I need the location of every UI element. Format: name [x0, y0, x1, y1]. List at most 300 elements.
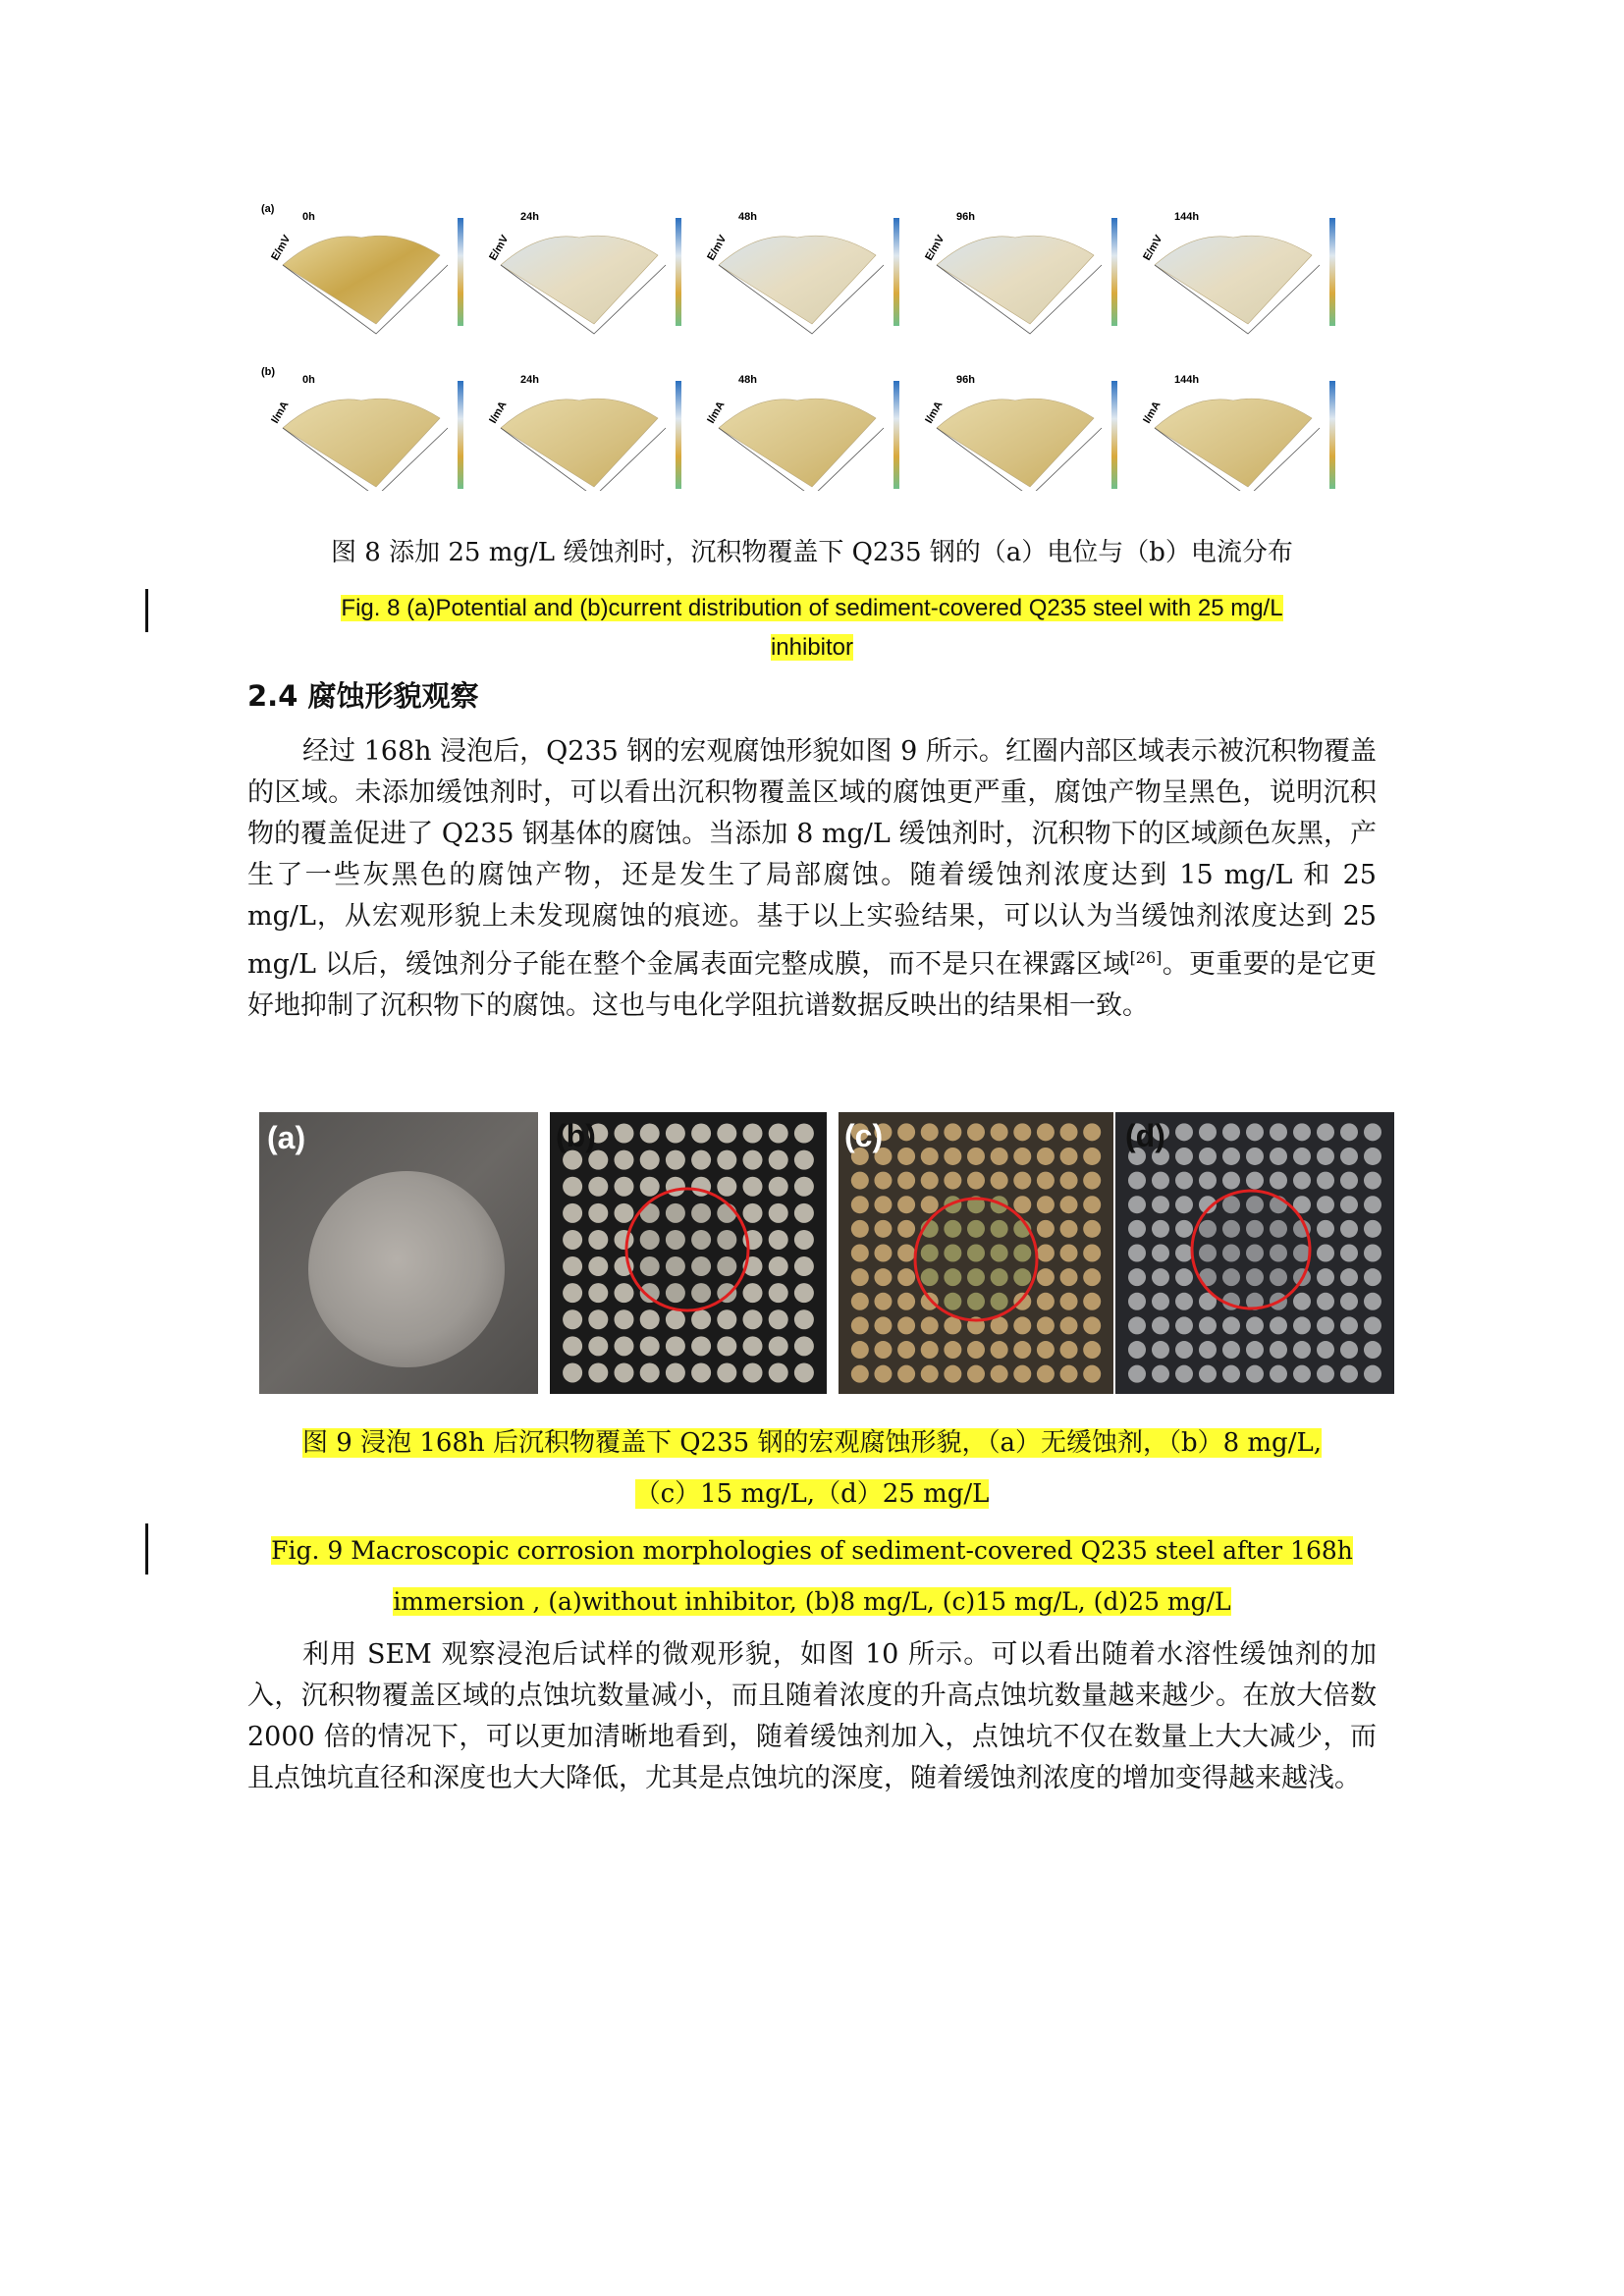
- electrode-dot: [666, 1203, 685, 1223]
- electrode-dot: [1222, 1172, 1240, 1190]
- electrode-dot: [1152, 1220, 1169, 1238]
- electrode-dot: [1340, 1341, 1358, 1359]
- fig8-panel-a-96h: [923, 211, 1117, 334]
- electrode-dot: [1037, 1148, 1055, 1165]
- electrode-dot: [1152, 1245, 1169, 1262]
- paragraph-1-text: 经过 168h 浸泡后，Q235 钢的宏观腐蚀形貌如图 9 所示。红圈内部区域表示被沉积物覆盖的区域。未添加缓蚀剂时，可以看出沉积物覆盖区域的腐蚀更严重，腐蚀产物呈黑色，说明沉积物的覆盖促进了 Q235 钢基体的腐蚀。当添加 8 mg/L 缓蚀剂时，沉积物下的区域颜色灰黑，产生了一些灰黑色的腐蚀产物，还是发生了局部腐蚀。随着缓蚀剂浓度达到 15 mg/L 和 25 mg/L，从宏观形貌上未发现腐蚀的痕迹。基于以上实验结果，可以认为当缓蚀剂浓度达到 25 mg/L 以后，缓蚀剂分子能在整个金属表面完整成膜，而不是只在裸露区域: [247, 736, 1377, 980]
- change-bar: [145, 589, 148, 632]
- electrode-dot: [615, 1309, 634, 1329]
- electrode-dot: [944, 1220, 961, 1238]
- electrode-dot: [1013, 1172, 1031, 1190]
- fig8-surface: [1155, 236, 1312, 324]
- electrode-dot: [1199, 1245, 1217, 1262]
- electrode-dot: [1128, 1196, 1146, 1213]
- electrode-dot: [967, 1341, 985, 1359]
- electrode-dot: [1364, 1172, 1381, 1190]
- electrode-dot: [1293, 1365, 1311, 1383]
- electrode-dot: [1293, 1148, 1311, 1165]
- electrode-dot: [588, 1336, 608, 1356]
- electrode-dot: [563, 1362, 582, 1382]
- electrode-dot: [874, 1268, 892, 1286]
- paragraph-1-tail: 。更重要的是它更好地抑制了沉积物下的腐蚀。这也与电化学阻抗谱数据反映出的结果相一致。: [247, 949, 1378, 1021]
- electrode-dot: [1175, 1245, 1193, 1262]
- electrode-dot: [1340, 1365, 1358, 1383]
- electrode-dot: [1152, 1172, 1169, 1190]
- electrode-dot: [1222, 1365, 1240, 1383]
- electrode-dot: [1270, 1172, 1287, 1190]
- electrode-dot: [1175, 1123, 1193, 1141]
- electrode-dot: [1246, 1123, 1264, 1141]
- electrode-dot: [640, 1150, 660, 1170]
- electrode-dot: [743, 1362, 763, 1382]
- electrode-dot: [967, 1220, 985, 1238]
- electrode-dot: [1013, 1293, 1031, 1310]
- electrode-dot: [1340, 1172, 1358, 1190]
- fig9-panel-a: [259, 1112, 538, 1394]
- fig9-panel-b-label: (b): [556, 1118, 596, 1153]
- electrode-dot: [1152, 1196, 1169, 1213]
- electrode-dot: [991, 1172, 1008, 1190]
- electrode-dot: [1083, 1148, 1101, 1165]
- electrode-dot: [991, 1220, 1008, 1238]
- electrode-dot: [1083, 1245, 1101, 1262]
- electrode-dot: [769, 1336, 788, 1356]
- electrode-dot: [1013, 1148, 1031, 1165]
- fig8-surface: [937, 236, 1094, 324]
- electrode-dot: [794, 1309, 814, 1329]
- electrode-dot: [851, 1172, 869, 1190]
- fig8-panel-b-144h: [1141, 374, 1335, 491]
- electrode-dot: [615, 1336, 634, 1356]
- electrode-dot: [874, 1316, 892, 1334]
- electrode-dot: [897, 1196, 915, 1213]
- electrode-dot: [615, 1230, 634, 1250]
- fig8-surface: [937, 399, 1094, 487]
- fig8-axis-label: I/mA: [1141, 399, 1164, 426]
- electrode-dot: [1060, 1172, 1078, 1190]
- fig9-panel-b: [550, 1112, 827, 1394]
- electrode-dot: [1364, 1268, 1381, 1286]
- electrode-dot: [691, 1124, 711, 1144]
- electrode-dot: [1037, 1245, 1055, 1262]
- electrode-dot: [1037, 1316, 1055, 1334]
- electrode-dot: [921, 1268, 939, 1286]
- electrode-dot: [1199, 1172, 1217, 1190]
- fig9-panel-d: [1115, 1112, 1394, 1394]
- electrode-dot: [1340, 1293, 1358, 1310]
- electrode-dot: [666, 1230, 685, 1250]
- electrode-dot: [851, 1196, 869, 1213]
- electrode-dot: [897, 1268, 915, 1286]
- electrode-dot: [1317, 1316, 1334, 1334]
- electrode-dot: [1222, 1196, 1240, 1213]
- electrode-dot: [967, 1365, 985, 1383]
- electrode-dot: [1364, 1196, 1381, 1213]
- electrode-dot: [717, 1124, 736, 1144]
- electrode-dot: [991, 1123, 1008, 1141]
- fig8-time-label: 0h: [302, 374, 315, 386]
- electrode-dot: [615, 1362, 634, 1382]
- electrode-dot: [967, 1268, 985, 1286]
- fig8-colorbar: [458, 218, 463, 326]
- electrode-dot: [743, 1124, 763, 1144]
- electrode-dot: [944, 1123, 961, 1141]
- electrode-dot: [967, 1123, 985, 1141]
- electrode-dot: [1317, 1365, 1334, 1383]
- electrode-dot: [717, 1150, 736, 1170]
- electrode-dot: [874, 1220, 892, 1238]
- electrode-dot: [874, 1293, 892, 1310]
- electrode-dot: [588, 1256, 608, 1276]
- electrode-dot: [874, 1196, 892, 1213]
- electrode-dot: [1060, 1365, 1078, 1383]
- electrode-dot: [874, 1365, 892, 1383]
- electrode-dot: [1128, 1316, 1146, 1334]
- fig8-time-label: 48h: [738, 374, 757, 386]
- electrode-dot: [1364, 1293, 1381, 1310]
- electrode-dot: [769, 1124, 788, 1144]
- electrode-dot: [666, 1124, 685, 1144]
- electrode-dot: [1199, 1316, 1217, 1334]
- electrode-dot: [921, 1316, 939, 1334]
- fig8-caption-en-line1: Fig. 8 (a)Potential and (b)current distribution of sediment-covered Q235 steel with 25 mg/L: [341, 595, 1283, 621]
- electrode-dot: [1317, 1268, 1334, 1286]
- electrode-dot: [897, 1316, 915, 1334]
- electrode-dot: [1364, 1220, 1381, 1238]
- electrode-dot: [1270, 1148, 1287, 1165]
- electrode-dot: [1128, 1220, 1146, 1238]
- fig8-colorbar: [893, 218, 899, 326]
- electrode-dot: [1246, 1220, 1264, 1238]
- electrode-dot: [1222, 1245, 1240, 1262]
- electrode-dot: [897, 1245, 915, 1262]
- electrode-dot: [1060, 1196, 1078, 1213]
- figure-8: [255, 196, 1365, 491]
- electrode-dot: [1013, 1268, 1031, 1286]
- fig8-axis-label: I/mA: [487, 399, 510, 426]
- electrode-dot: [1246, 1365, 1264, 1383]
- electrode-dot: [743, 1336, 763, 1356]
- electrode-dot: [1246, 1148, 1264, 1165]
- fig8-colorbar: [893, 381, 899, 489]
- electrode-dot: [1222, 1148, 1240, 1165]
- electrode-dot: [743, 1283, 763, 1303]
- electrode-dot: [1083, 1220, 1101, 1238]
- fig8-panel-a-0h: [269, 211, 463, 334]
- electrode-dot: [851, 1268, 869, 1286]
- fig8-surface: [1155, 399, 1312, 487]
- electrode-dot: [1083, 1172, 1101, 1190]
- electrode-dot: [794, 1336, 814, 1356]
- fig8-axis-label: I/mA: [705, 399, 728, 426]
- electrode-dot: [944, 1172, 961, 1190]
- figure-9: [259, 1112, 1394, 1394]
- electrode-dot: [769, 1150, 788, 1170]
- electrode-dot: [717, 1230, 736, 1250]
- fig9-panel-c-label: (c): [844, 1118, 884, 1153]
- fig9-caption-cn: [196, 1417, 1428, 1520]
- electrode-dot: [794, 1203, 814, 1223]
- electrode-dot: [1037, 1123, 1055, 1141]
- electrode-dot: [1246, 1245, 1264, 1262]
- electrode-dot: [1317, 1341, 1334, 1359]
- electrode-dot: [897, 1293, 915, 1310]
- electrode-dot: [615, 1177, 634, 1197]
- electrode-dot: [874, 1172, 892, 1190]
- electrode-dot: [717, 1362, 736, 1382]
- electrode-dot: [1364, 1341, 1381, 1359]
- electrode-dot: [991, 1245, 1008, 1262]
- paragraph-2: 利用 SEM 观察浸泡后试样的微观形貌，如图 10 所示。可以看出随着水溶性缓蚀剂的加入，沉积物覆盖区域的点蚀坑数量减小，而且随着浓度的升高点蚀坑数量越来越少。在放大倍数 2000 倍的情况下，可以更加清晰地看到，随着缓蚀剂加入，点蚀坑不仅在数量上大大减少，而且点蚀坑直径和深度也大大降低，尤其是点蚀坑的深度，随着缓蚀剂浓度的增加变得越来越浅。: [247, 1639, 1377, 1793]
- fig9-panel-d-label: (d): [1125, 1118, 1165, 1153]
- electrode-dot: [1293, 1123, 1311, 1141]
- electrode-dot: [921, 1365, 939, 1383]
- electrode-dot: [851, 1341, 869, 1359]
- electrode-dot: [1128, 1172, 1146, 1190]
- electrode-dot: [1060, 1316, 1078, 1334]
- electrode-dot: [666, 1150, 685, 1170]
- electrode-dot: [666, 1362, 685, 1382]
- electrode-dot: [691, 1150, 711, 1170]
- electrode-dot: [588, 1283, 608, 1303]
- electrode-dot: [1083, 1123, 1101, 1141]
- electrode-dot: [1222, 1220, 1240, 1238]
- electrode-dot: [1270, 1220, 1287, 1238]
- electrode-dot: [563, 1177, 582, 1197]
- electrode-dot: [717, 1256, 736, 1276]
- electrode-dot: [588, 1362, 608, 1382]
- electrode-dot: [1317, 1172, 1334, 1190]
- fig8-time-label: 24h: [520, 374, 539, 386]
- electrode-dot: [851, 1365, 869, 1383]
- electrode-dot: [1340, 1245, 1358, 1262]
- electrode-dot: [1037, 1172, 1055, 1190]
- electrode-dot: [897, 1123, 915, 1141]
- fig8-surface: [501, 399, 658, 487]
- electrode-dot: [1340, 1268, 1358, 1286]
- fig8-axis-label: I/mA: [269, 399, 292, 426]
- electrode-dot: [1060, 1268, 1078, 1286]
- electrode-dot: [1037, 1220, 1055, 1238]
- electrode-dot: [1013, 1245, 1031, 1262]
- fig8-row-label-b: (b): [261, 366, 276, 378]
- electrode-dot: [1083, 1268, 1101, 1286]
- fig8-time-label: 96h: [956, 211, 975, 223]
- citation-ref: [26]: [1129, 948, 1163, 967]
- electrode-dot: [967, 1148, 985, 1165]
- electrode-dot: [691, 1362, 711, 1382]
- electrode-dot: [1152, 1316, 1169, 1334]
- electrode-dot: [1037, 1293, 1055, 1310]
- electrode-dot: [794, 1124, 814, 1144]
- electrode-dot: [666, 1283, 685, 1303]
- electrode-dot: [1340, 1196, 1358, 1213]
- electrode-dot: [640, 1362, 660, 1382]
- electrode-dot: [615, 1150, 634, 1170]
- electrode-dot: [640, 1177, 660, 1197]
- electrode-dot: [874, 1245, 892, 1262]
- electrode-dot: [666, 1309, 685, 1329]
- electrode-dot: [1246, 1268, 1264, 1286]
- electrode-dot: [1128, 1293, 1146, 1310]
- electrode-dot: [851, 1316, 869, 1334]
- electrode-dot: [1340, 1220, 1358, 1238]
- fig8-colorbar: [1111, 381, 1117, 489]
- electrode-dot: [717, 1177, 736, 1197]
- electrode-dot: [1152, 1341, 1169, 1359]
- electrode-dot: [1013, 1365, 1031, 1383]
- electrode-dot: [921, 1245, 939, 1262]
- electrode-dot: [769, 1177, 788, 1197]
- electrode-dot: [851, 1220, 869, 1238]
- fig8-time-label: 0h: [302, 211, 315, 223]
- fig8-colorbar: [458, 381, 463, 489]
- electrode-dot: [1175, 1293, 1193, 1310]
- fig9-panel-a-label: (a): [267, 1120, 306, 1155]
- electrode-dot: [794, 1256, 814, 1276]
- electrode-dot: [1060, 1220, 1078, 1238]
- electrode-dot: [588, 1177, 608, 1197]
- electrode-dot: [1364, 1245, 1381, 1262]
- electrode-dot: [944, 1148, 961, 1165]
- electrode-dot: [1152, 1293, 1169, 1310]
- electrode-dot: [1270, 1341, 1287, 1359]
- fig8-colorbar: [1329, 218, 1335, 326]
- electrode-dot: [1083, 1316, 1101, 1334]
- electrode-dot: [1364, 1148, 1381, 1165]
- electrode-dot: [563, 1203, 582, 1223]
- fig9-caption-cn-line2: （c）15 mg/L,（d）25 mg/L: [634, 1479, 990, 1509]
- electrode-dot: [794, 1177, 814, 1197]
- electrode-dot: [691, 1336, 711, 1356]
- electrode-dot: [1246, 1172, 1264, 1190]
- electrode-dot: [717, 1309, 736, 1329]
- electrode-dot: [1364, 1123, 1381, 1141]
- electrode-dot: [1175, 1316, 1193, 1334]
- electrode-dot: [1199, 1220, 1217, 1238]
- electrode-dot: [1199, 1341, 1217, 1359]
- electrode-dot: [921, 1293, 939, 1310]
- electrode-dot: [1152, 1268, 1169, 1286]
- fig8-time-label: 96h: [956, 374, 975, 386]
- electrode-dot: [967, 1293, 985, 1310]
- electrode-dot: [1317, 1220, 1334, 1238]
- electrode-dot: [1317, 1148, 1334, 1165]
- fig8-surface: [283, 399, 440, 487]
- electrode-dot: [640, 1124, 660, 1144]
- fig8-colorbar: [676, 381, 681, 489]
- electrode-dot: [897, 1365, 915, 1383]
- fig8-surface: [283, 236, 440, 324]
- electrode-dot: [563, 1256, 582, 1276]
- electrode-dot: [897, 1220, 915, 1238]
- electrode-dot: [769, 1230, 788, 1250]
- electrode-dot: [588, 1230, 608, 1250]
- electrode-dot: [991, 1293, 1008, 1310]
- electrode-dot: [1175, 1220, 1193, 1238]
- electrode-dot: [1152, 1365, 1169, 1383]
- fig9-caption-cn-line1: 图 9 浸泡 168h 后沉积物覆盖下 Q235 钢的宏观腐蚀形貌，（a）无缓蚀剂，（b）8 mg/L,: [302, 1428, 1322, 1458]
- electrode-dot: [1175, 1196, 1193, 1213]
- electrode-dot: [666, 1256, 685, 1276]
- electrode-dot: [769, 1362, 788, 1382]
- fig8-axis-label: E/mV: [487, 233, 512, 263]
- electrode-dot: [1083, 1293, 1101, 1310]
- electrode-dot: [743, 1203, 763, 1223]
- fig8-panel-b-0h: [269, 374, 463, 491]
- figure-8-surface-plots: [255, 196, 1365, 491]
- fig8-panel-b-24h: [487, 374, 681, 491]
- electrode-dot: [897, 1148, 915, 1165]
- electrode-dot: [1128, 1341, 1146, 1359]
- fig8-axis-label: E/mV: [705, 233, 730, 263]
- electrode-dot: [1013, 1123, 1031, 1141]
- electrode-dot: [743, 1309, 763, 1329]
- electrode-dot: [1270, 1123, 1287, 1141]
- electrode-dot: [769, 1203, 788, 1223]
- change-bar-2: [145, 1523, 148, 1575]
- electrode-dot: [1246, 1316, 1264, 1334]
- electrode-dot: [1222, 1341, 1240, 1359]
- electrode-dot: [640, 1309, 660, 1329]
- electrode-dot: [1128, 1268, 1146, 1286]
- paragraph-1: [247, 731, 1377, 1027]
- electrode-dot: [1128, 1245, 1146, 1262]
- electrode-dot: [874, 1341, 892, 1359]
- electrode-dot: [967, 1245, 985, 1262]
- electrode-dot: [743, 1150, 763, 1170]
- electrode-dot: [743, 1177, 763, 1197]
- fig8-caption-cn: 图 8 添加 25 mg/L 缓蚀剂时，沉积物覆盖下 Q235 钢的（a）电位与（b）电流分布: [331, 538, 1293, 567]
- electrode-dot: [1013, 1316, 1031, 1334]
- electrode-dot: [769, 1256, 788, 1276]
- electrode-dot: [640, 1230, 660, 1250]
- electrode-dot: [851, 1245, 869, 1262]
- electrode-dot: [769, 1283, 788, 1303]
- electrode-dot: [691, 1283, 711, 1303]
- electrode-dot: [615, 1283, 634, 1303]
- electrode-dot: [1175, 1365, 1193, 1383]
- electrode-dot: [1340, 1316, 1358, 1334]
- electrode-dot: [991, 1341, 1008, 1359]
- electrode-dot: [1340, 1148, 1358, 1165]
- electrode-dot: [897, 1341, 915, 1359]
- electrode-dot: [717, 1336, 736, 1356]
- electrode-dot: [794, 1283, 814, 1303]
- fig8-axis-label: E/mV: [1141, 233, 1165, 263]
- electrode-dot: [1270, 1365, 1287, 1383]
- electrode-dot: [967, 1172, 985, 1190]
- fig8-colorbar: [1329, 381, 1335, 489]
- fig8-panel-b-48h: [705, 374, 899, 491]
- electrode-dot: [1175, 1172, 1193, 1190]
- electrode-dot: [563, 1309, 582, 1329]
- electrode-dot: [1013, 1341, 1031, 1359]
- fig8-panel-a-48h: [705, 211, 899, 334]
- electrode-dot: [691, 1256, 711, 1276]
- electrode-dot: [944, 1293, 961, 1310]
- electrode-dot: [991, 1148, 1008, 1165]
- electrode-dot: [921, 1196, 939, 1213]
- electrode-dot: [1293, 1172, 1311, 1190]
- electrode-dot: [944, 1316, 961, 1334]
- fig8-time-label: 24h: [520, 211, 539, 223]
- electrode-dot: [1083, 1341, 1101, 1359]
- electrode-dot: [921, 1172, 939, 1190]
- electrode-dot: [563, 1283, 582, 1303]
- electrode-dot: [944, 1365, 961, 1383]
- fig9-caption-en-line1: Fig. 9 Macroscopic corrosion morphologies of sediment-covered Q235 steel after 168h: [271, 1536, 1353, 1565]
